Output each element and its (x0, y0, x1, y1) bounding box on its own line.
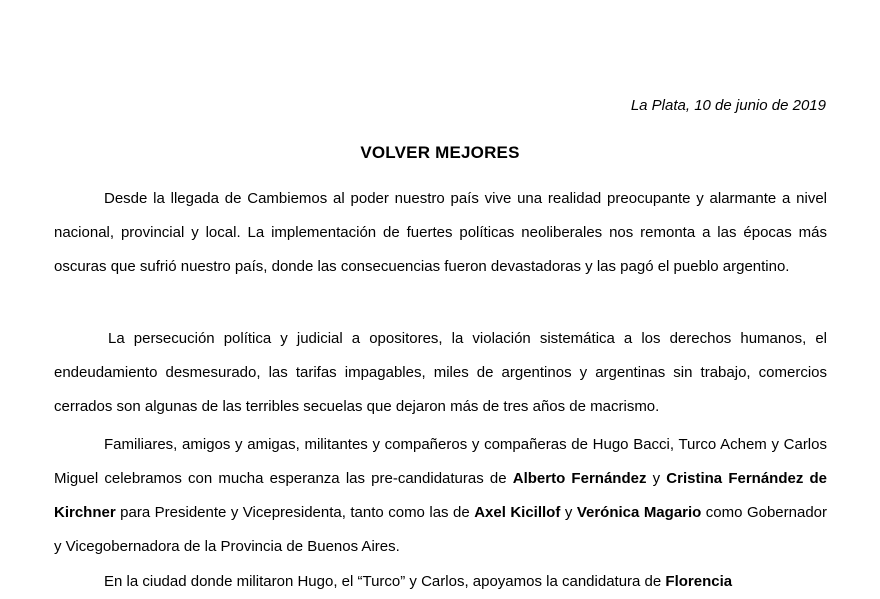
candidate-name-alberto-fernandez: Alberto Fernández (512, 470, 647, 487)
paragraph-3-text-1: Familiares, amigos y amigas, militantes y compañeros y compañeras de Hugo Bacci, Turco Achem y Carlos Miguel celebramos con mucha esperanza las pre-candidaturas de (54, 436, 827, 487)
document-title: VOLVER MEJORES (360, 143, 520, 162)
paragraph-3-text-4: y (560, 504, 577, 521)
candidate-name-axel-kicillof: Axel Kicillof (474, 504, 561, 521)
paragraph-3 (54, 428, 827, 564)
paragraph-3-text-2: y (646, 470, 667, 487)
candidate-name-florencia: Florencia (665, 573, 733, 590)
paragraph-3-text-5: como Gobernador y Vicegobernadora de la Provincia de Buenos Aires. (54, 504, 828, 555)
paragraph-2: La persecución política y judicial a opositores, la violación sistemática a los derechos humanos, el endeudamiento desmesurado, las tarifas impagables, miles de argentinos y argentinas sin trabajo, comercios cerrados son algunas de las terribles secuelas que dejaron más de tres años de macrismo. (54, 330, 827, 415)
paragraph-3-text-3: para Presidente y Vicepresidenta, tanto como las de (115, 504, 475, 521)
dateline: La Plata, 10 de junio de 2019 (630, 97, 826, 114)
paragraph-4 (54, 565, 827, 599)
paragraph-1: Desde la llegada de Cambiemos al poder nuestro país vive una realidad preocupante y alarmante a nivel nacional, provincial y local. La implementación de fuertes políticas neoliberales nos remonta a las épocas más oscuras que sufrió nuestro país, donde las consecuencias fueron devastadoras y las pagó el pueblo argentino. (54, 190, 827, 275)
paragraph-4-text-1: En la ciudad donde militaron Hugo, el “Turco” y Carlos, apoyamos la candidatura de (104, 573, 666, 590)
candidate-name-cristina-fernandez: Cristina Fernández de Kirchner (54, 470, 828, 521)
candidate-name-veronica-magario: Verónica Magario (576, 504, 702, 521)
